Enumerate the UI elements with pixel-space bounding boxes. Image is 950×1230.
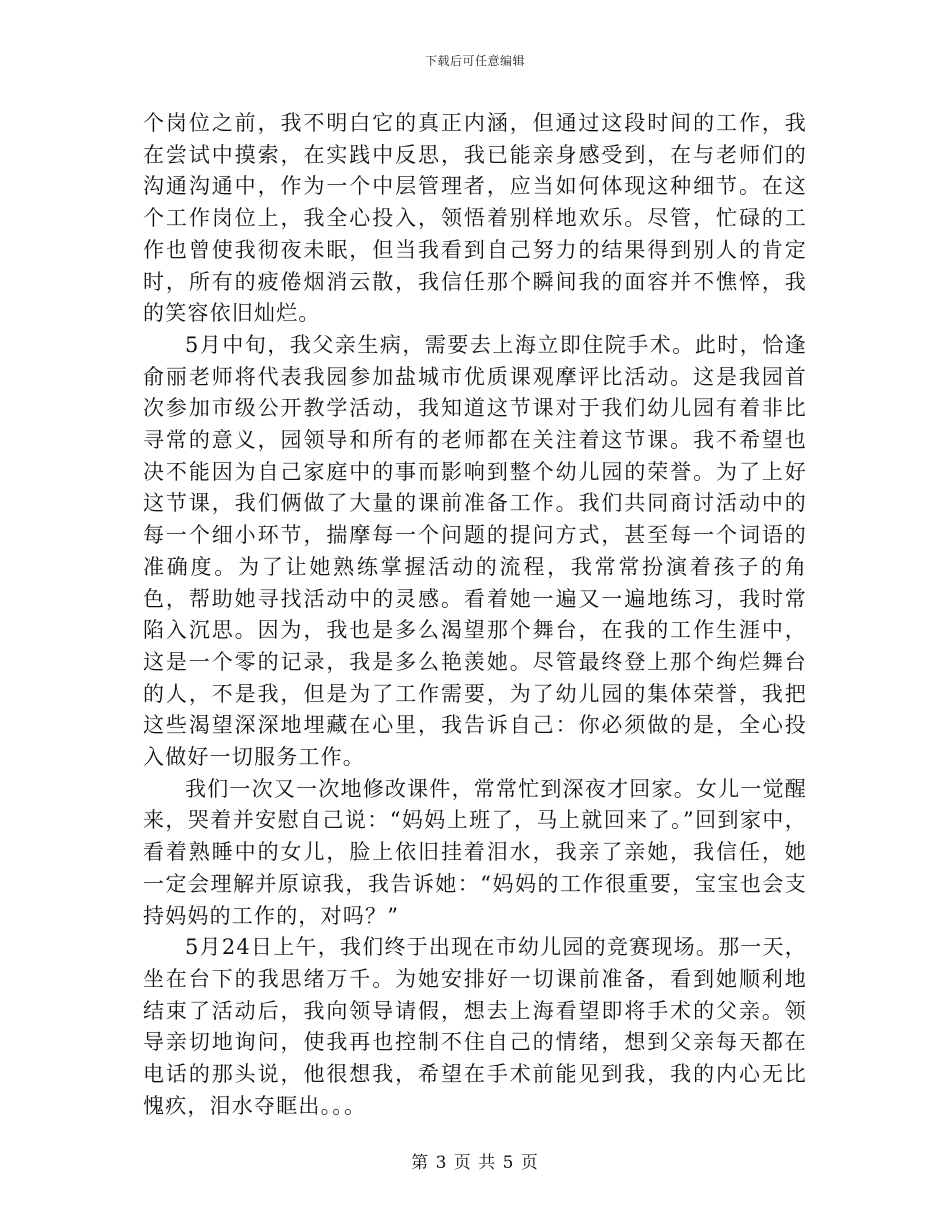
paragraph-daughter: 我们一次又一次地修改课件，常常忙到深夜才回家。女儿一觉醒来，哭着并安慰自己说：“妈妈上班了，马上就回来了。”回到家中，看着熟睡中的女儿，脸上依旧挂着泪水，我亲了亲她，我信任，她一定会理解并原谅我，我告诉她：“妈妈的工作很重要，宝宝也会支持妈妈的工作的，对吗？” — [143, 776, 807, 928]
paragraph-competition-day: 5月24日上午，我们终于出现在市幼儿园的竞赛现场。那一天，坐在台下的我思绪万千。为她安排好一切课前准备，看到她顺利地结束了活动后，我向领导请假，想去上海看望即将手术的父亲。领导亲切地询问，使我再也控制不住自己的情绪，想到父亲每天都在电话的那头说，他很想我，希望在手术前能见到我，我的内心无比愧疚，泪水夺眶出。。。 — [143, 935, 807, 1118]
page-number-footer: 第 3 页 共 5 页 — [411, 1153, 539, 1173]
page-header: 下载后可任意编辑 — [424, 54, 525, 68]
paragraph-continued: 个岗位之前，我不明白它的真正内涵，但通过这段时间的工作，我在尝试中摸索，在实践中反思，我已能亲身感受到，在与老师们的沟通沟通中，作为一个中层管理者，应当如何体现这种细节。在这个工作岗位上，我全心投入，领悟着别样地欢乐。尽管，忙碌的工作也曾使我彻夜未眠，但当我看到自己努力的结果得到别人的肯定时，所有的疲倦烟消云散，我信任那个瞬间我的面容并不憔悴，我的笑容依旧灿烂。 — [143, 111, 807, 326]
document-body — [143, 108, 807, 1123]
paragraph-father-illness: 5月中旬，我父亲生病，需要去上海立即住院手术。此时，恰逢俞丽老师将代表我园参加盐城市优质课观摩评比活动。这是我园首次参加市级公开教学活动，我知道这节课对于我们幼儿园有着非比寻常的意义，园领导和所有的老师都在关注着这节课。我不希望也决不能因为自己家庭中的事而影响到整个幼儿园的荣誉。为了上好这节课，我们俩做了大量的课前准备工作。我们共同商讨活动中的每一个细小环节，揣摩每一个问题的提问方式，甚至每一个词语的准确度。为了让她熟练掌握活动的流程，我常常扮演着孩子的角色，帮助她寻找活动中的灵感。看着她一遍又一遍地练习，我时常陷入沉思。因为，我也是多么渴望那个舞台，在我的工作生涯中，这是一个零的记录，我是多么艳羡她。尽管最终登上那个绚烂舞台的人，不是我，但是为了工作需要，为了幼儿园的集体荣誉，我把这些渴望深深地埋藏在心里，我告诉自己：你必须做的是，全心投入做好一切服务工作。 — [143, 332, 807, 770]
